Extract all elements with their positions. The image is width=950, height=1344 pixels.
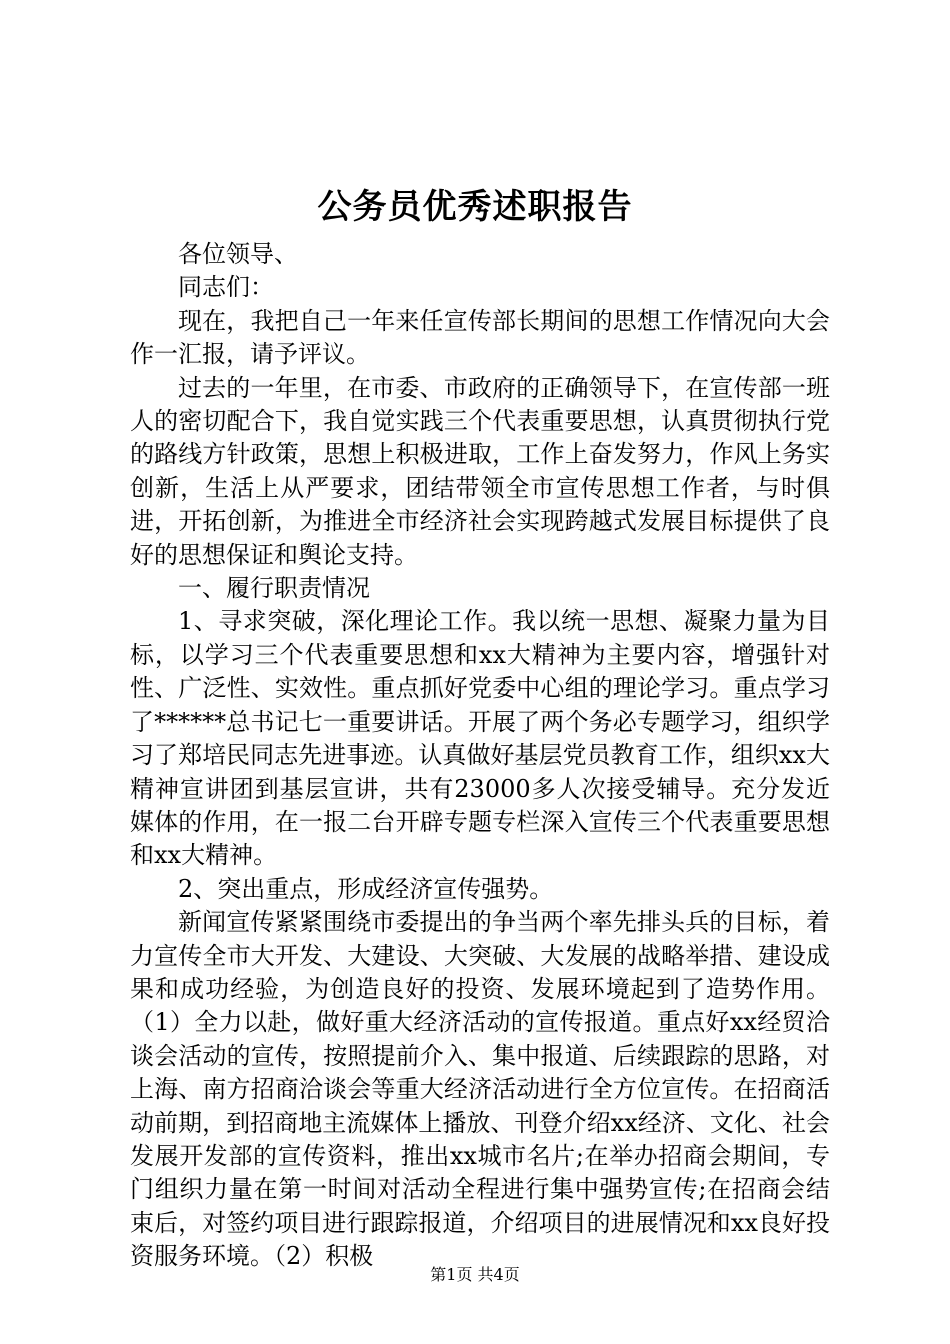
document-title: 公务员优秀述职报告	[317, 187, 633, 227]
news-publicity-paragraph: 新闻宣传紧紧围绕市委提出的争当两个率先排头兵的目标，着力宣传全市大开发、大建设、大突破、大发展的战略举措、建设成果和成功经验，为创造良好的投资、发展环境起到了造势作用。（1）全力以赴，做好重大经济活动的宣传报道。重点好xx经贸洽谈会活动的宣传，按照提前介入、集中报道、后续跟踪的思路，对上海、南方招商洽谈会等重大经济活动进行全方位宣传。在招商活动前期，到招商地主流媒体上播放、刊登介绍xx经济、文化、社会发展开发部的宣传资料，推出xx城市名片;在举办招商会期间，专门组织力量在第一时间对活动全程进行集中强势宣传;在招商会结束后，对签约项目进行跟踪报道，介绍项目的进展情况和xx良好投资服务环境。（2）积极	[130, 908, 830, 1271]
page-footer: 第1页 共4页	[430, 1265, 520, 1284]
subheading-economic-publicity: 2、突出重点，形成经济宣传强势。	[178, 874, 554, 903]
theory-work-paragraph: 1、寻求突破，深化理论工作。我以统一思想、凝聚力量为目标，以学习三个代表重要思想和xx大精神为主要内容，增强针对性、广泛性、实效性。重点抓好党委中心组的理论学习。重点学习了******总书记七一重要讲话。开展了两个务必专题学习，组织学习了郑培民同志先进事迹。认真做好基层党员教育工作，组织xx大精神宣讲团到基层宣讲，共有23000多人次接受辅导。充分发近媒体的作用，在一报二台开辟专题专栏深入宣传三个代表重要思想和xx大精神。	[130, 607, 830, 870]
salutation-line-1: 各位领导、	[178, 240, 298, 268]
section-heading: 一、履行职责情况	[178, 574, 370, 603]
salutation-line-2: 同志们：	[178, 273, 274, 302]
document-body	[130, 238, 830, 1274]
summary-paragraph: 过去的一年里，在市委、市政府的正确领导下，在宣传部一班人的密切配合下，我自觉实践三个代表重要思想，认真贯彻执行党的路线方针政策，思想上积极进取，工作上奋发努力，作风上务实创新，生活上从严要求，团结带领全市宣传思想工作者，与时俱进，开拓创新，为推进全市经济社会实现跨越式发展目标提供了良好的思想保证和舆论支持。	[130, 373, 830, 569]
intro-paragraph: 现在，我把自己一年来任宣传部长期间的思想工作情况向大会作一汇报，请予评议。	[130, 306, 830, 369]
